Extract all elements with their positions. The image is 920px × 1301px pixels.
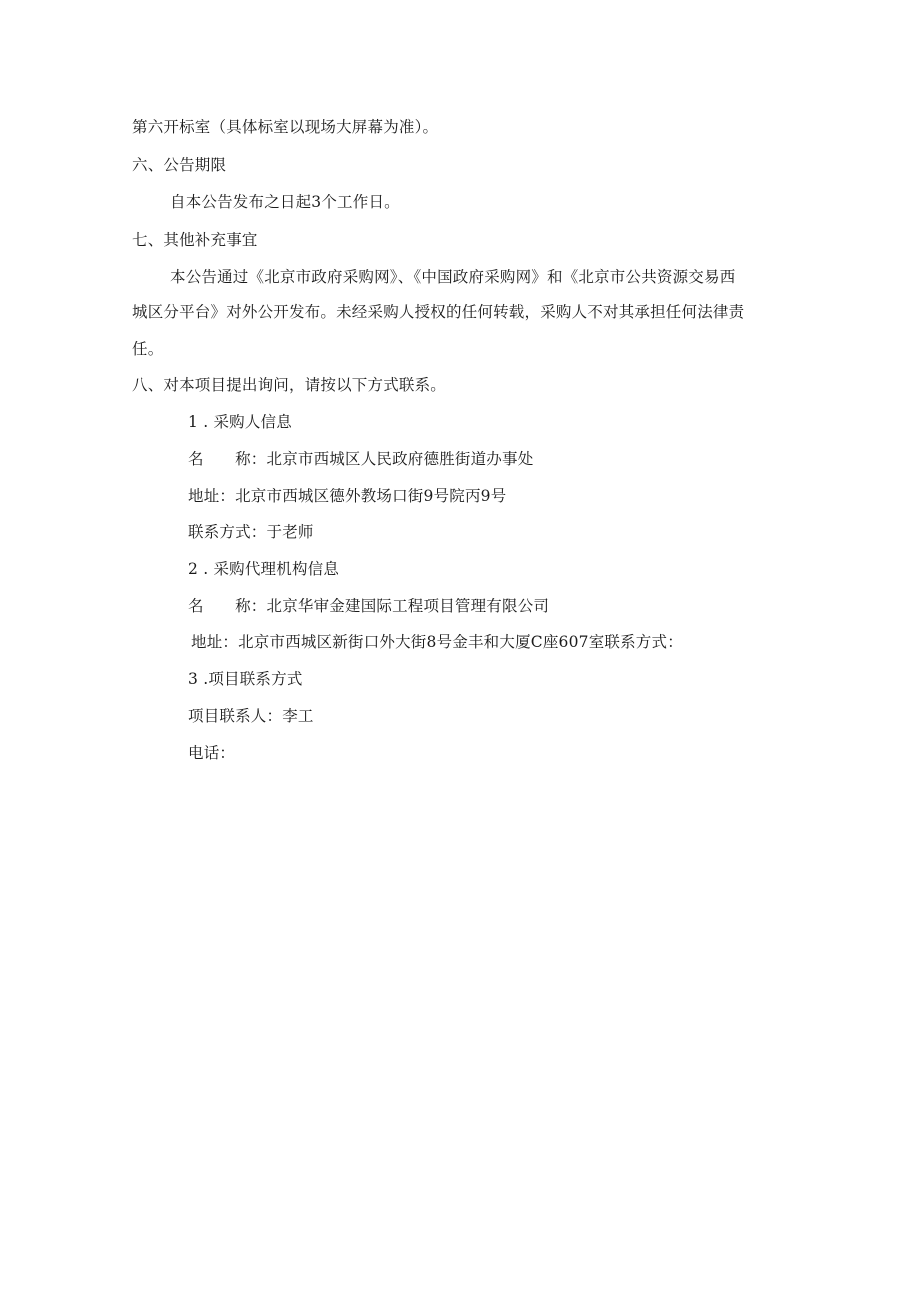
section-8-heading: 八、对本项目提出询问，请按以下方式联系。: [132, 376, 447, 394]
purchaser-info-heading: 1 . 采购人信息: [188, 413, 292, 431]
purchaser-address: 地址：北京市西城区德外教场口街9号院丙9号: [188, 487, 507, 505]
project-phone: 电话：: [188, 744, 236, 762]
agency-address-contact: 地址：北京市西城区新街口外大街8号金丰和大厦C座607室联系方式：: [191, 633, 683, 651]
section-7-body-line-1: 本公告通过《北京市政府采购网》、《中国政府采购网》和《北京市公共资源交易西: [170, 268, 736, 286]
purchaser-contact: 联系方式：于老师: [188, 523, 314, 541]
section-6-body: 自本公告发布之日起3个工作日。: [170, 193, 400, 211]
section-6-heading: 六、公告期限: [132, 156, 227, 174]
agency-name: 名 称：北京华审金建国际工程项目管理有限公司: [188, 597, 550, 615]
section-7-body-line-3: 任。: [132, 340, 164, 358]
section-7-heading: 七、其他补充事宜: [132, 231, 258, 249]
project-contact-heading: 3 .项目联系方式: [188, 670, 303, 688]
section-7-body-line-2: 城区分平台》对外公开发布。未经采购人授权的任何转载，采购人不对其承担任何法律责: [132, 303, 745, 321]
agency-info-heading: 2 . 采购代理机构信息: [188, 560, 340, 578]
purchaser-name: 名 称：北京市西城区人民政府德胜街道办事处: [188, 450, 534, 468]
project-contact-person: 项目联系人：李工: [188, 707, 314, 725]
continuation-text: 第六开标室（具体标室以现场大屏幕为准）。: [132, 118, 439, 136]
